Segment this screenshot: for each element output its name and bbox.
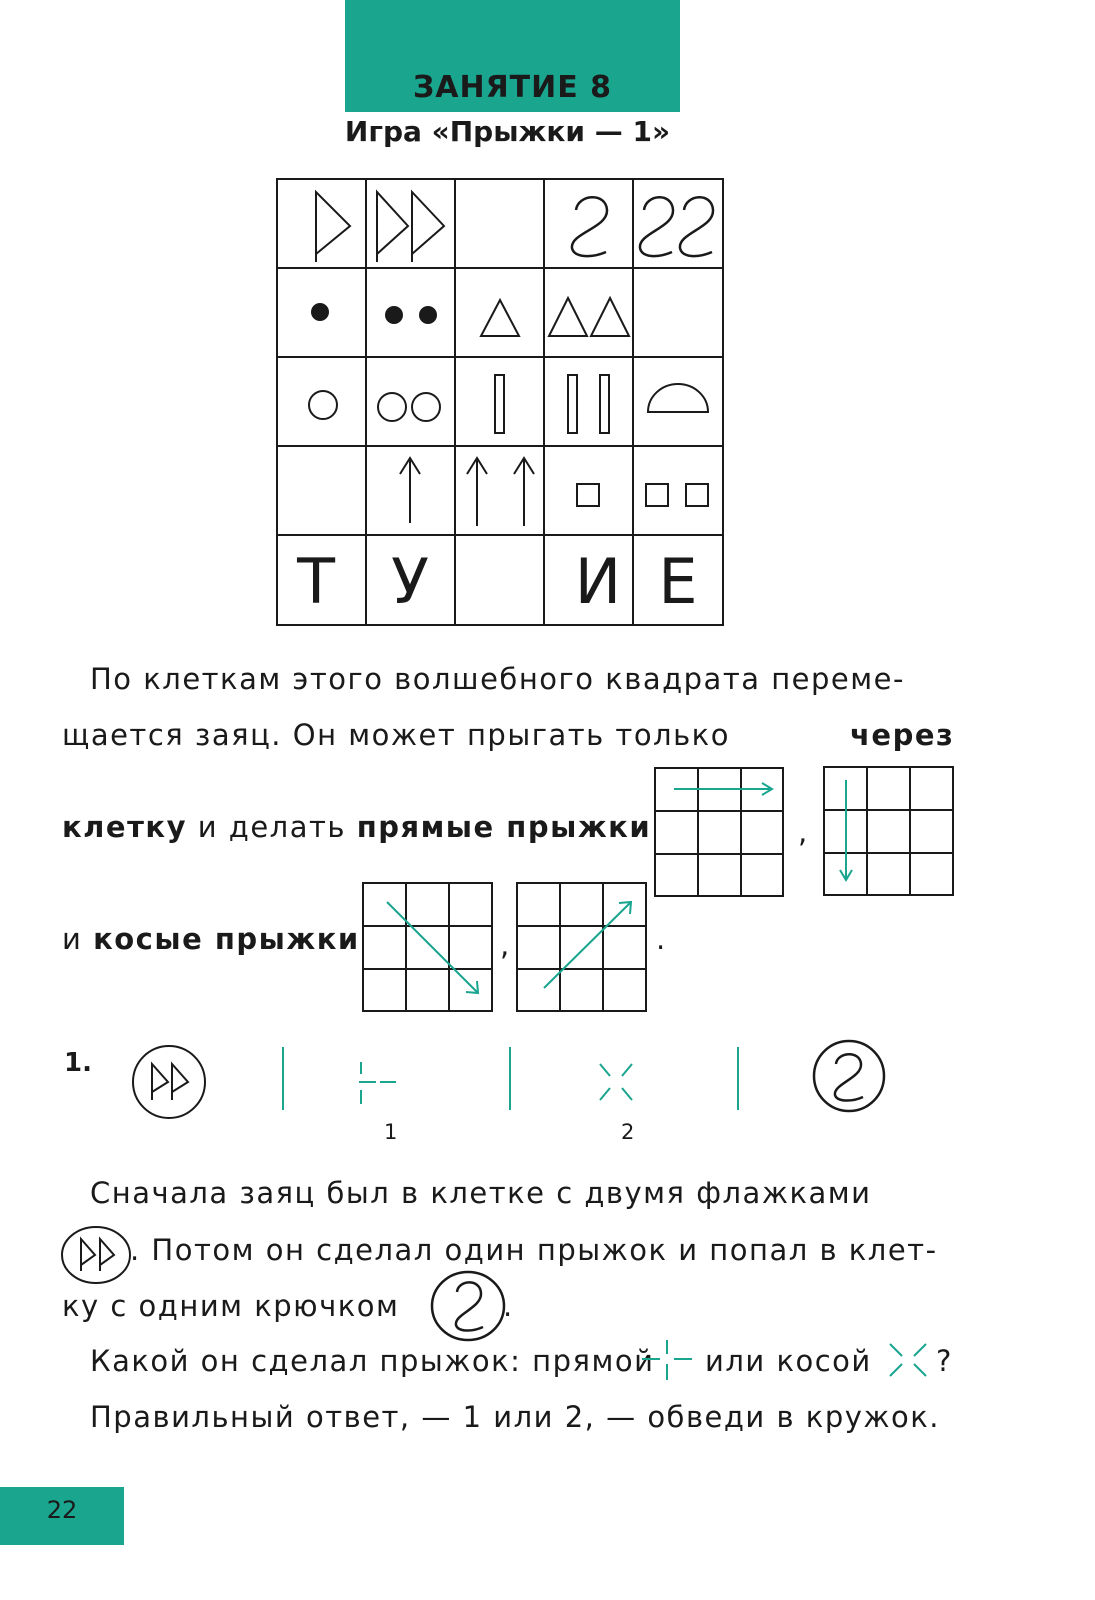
straight-jump-vertical-diagram <box>823 766 954 896</box>
intro-bold-through: через <box>850 718 955 752</box>
intro-line-1: По клеткам этого волшебного квадрата переме- <box>90 662 905 696</box>
page-number: 22 <box>46 1496 78 1524</box>
comma: , <box>500 928 511 962</box>
straight-jump-cross-icon[interactable] <box>359 1062 396 1104</box>
one-flag-icon <box>316 192 350 262</box>
two-flags-circle-icon <box>133 1046 205 1118</box>
intro-line-2: щается заяц. Он может прыгать только <box>62 718 730 752</box>
task-number: 1. <box>64 1048 92 1078</box>
choice-2-label: 2 <box>621 1120 635 1144</box>
two-dots-icon <box>385 306 437 324</box>
one-hook-icon <box>572 197 607 256</box>
two-circles-icon <box>378 393 440 421</box>
letter-cell: И <box>574 545 622 618</box>
diagonal-jump-x-icon[interactable] <box>884 1338 932 1382</box>
task-line-2: . Потом он сделал один прыжок и попал в клет- <box>130 1233 938 1267</box>
half-circle-icon <box>648 384 708 412</box>
instruction: Правильный ответ, — 1 или 2, — обведи в кружок. <box>90 1400 940 1434</box>
intro-line-3: клетку и делать прямые прыжки <box>62 810 652 844</box>
question-part-a: Какой он сделал прыжок: прямой <box>90 1344 655 1378</box>
two-triangles-icon <box>549 298 629 336</box>
choice-1-label: 1 <box>384 1120 398 1144</box>
one-hook-circle-icon <box>430 1270 510 1342</box>
one-square-icon <box>577 484 599 506</box>
game-title: Игра «Прыжки — 1» <box>344 115 671 148</box>
one-bar-icon <box>495 375 504 433</box>
one-circle-icon <box>309 391 337 419</box>
two-squares-icon <box>646 484 708 506</box>
two-arrows-icon <box>467 458 534 526</box>
comma: , <box>798 815 809 849</box>
diagonal-jump-up-diagram <box>516 882 647 1012</box>
period: . <box>503 1289 514 1323</box>
intro-line-4: и косые прыжки <box>62 922 360 956</box>
one-arrow-icon <box>400 458 420 523</box>
letter-cell: Е <box>658 545 698 618</box>
straight-jump-horizontal-diagram <box>654 767 784 897</box>
letter-cell: Т <box>297 545 335 618</box>
period: . <box>656 922 667 956</box>
two-flags-circle-icon <box>60 1225 132 1285</box>
one-triangle-icon <box>481 300 519 336</box>
diagonal-jump-x-icon[interactable] <box>600 1064 632 1100</box>
task-sequence <box>130 1042 910 1122</box>
question-part-b: или косой <box>705 1344 872 1378</box>
two-bars-icon <box>568 375 609 433</box>
task-line-3: ку с одним крючком <box>62 1289 400 1323</box>
two-flags-icon <box>377 192 444 262</box>
two-hooks-icon <box>640 197 713 256</box>
letter-cell: У <box>391 545 429 618</box>
one-dot-icon <box>311 303 329 321</box>
diagonal-jump-down-diagram <box>362 882 493 1012</box>
one-hook-circle-icon <box>814 1041 884 1111</box>
lesson-title: ЗАНЯТИЕ 8 <box>412 70 613 105</box>
question-mark: ? <box>936 1344 953 1378</box>
task-line-1: Сначала заяц был в клетке с двумя флажками <box>90 1176 872 1210</box>
straight-jump-cross-icon[interactable] <box>640 1336 696 1384</box>
magic-square <box>276 178 726 628</box>
